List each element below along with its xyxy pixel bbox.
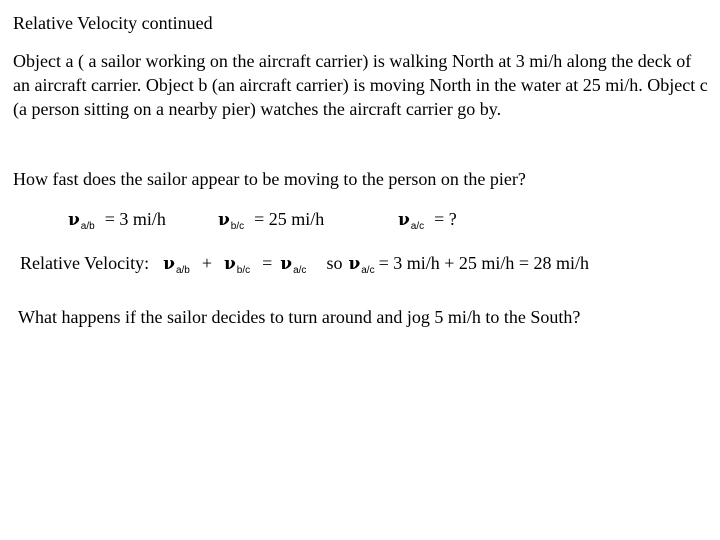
subscript-a-c: a/c [293, 265, 307, 276]
relative-velocity-label: Relative Velocity: [20, 253, 150, 273]
velocity-symbol: ν [348, 254, 361, 274]
velocity-symbol: ν [280, 254, 293, 274]
result-expression: = 3 mi/h + 25 mi/h = 28 mi/h [378, 253, 590, 273]
question-text: How fast does the sailor appear to be moving to the person on the pier? [13, 169, 526, 189]
followup-question: What happens if the sailor decides to turn around and jog 5 mi/h to the South? [18, 307, 581, 327]
subscript-b-c: b/c [236, 265, 251, 276]
subscript-a-c: a/c [361, 265, 375, 276]
velocity-symbol: ν [224, 254, 236, 274]
equals-sign: = [262, 253, 273, 273]
given-velocity-a-b [68, 209, 166, 230]
velocity-symbol: ν [163, 254, 175, 274]
plus-sign: + [201, 253, 212, 273]
subscript-b-c: b/c [230, 221, 245, 232]
subscript-a-c: a/c [410, 221, 425, 232]
unknown-velocity-a-c [398, 209, 457, 230]
subscript-a-b: a/b [80, 221, 95, 232]
given-b-c-value: = 25 mi/h [254, 209, 325, 229]
given-velocity-b-c [218, 209, 324, 230]
given-a-b-value: = 3 mi/h [104, 209, 166, 229]
subscript-a-b: a/b [175, 265, 190, 276]
velocity-symbol: ν [218, 210, 230, 230]
unknown-a-c-value: = ? [434, 209, 457, 229]
problem-paragraph: Object a ( a sailor working on the aircraft carrier) is walking North at 3 mi/h along the deck of an aircraft carrier. Object b (an aircraft carrier) is moving North in the water at 25 mi/h. Object c (a person sitting on a nearby pier) watches the aircraft carrier go by. [13, 51, 708, 119]
velocity-symbol: ν [398, 210, 410, 230]
slide-title: Relative Velocity continued [13, 13, 213, 33]
so-word: so [326, 253, 343, 273]
velocity-symbol: ν [68, 210, 80, 230]
relative-velocity-equation [20, 253, 589, 274]
